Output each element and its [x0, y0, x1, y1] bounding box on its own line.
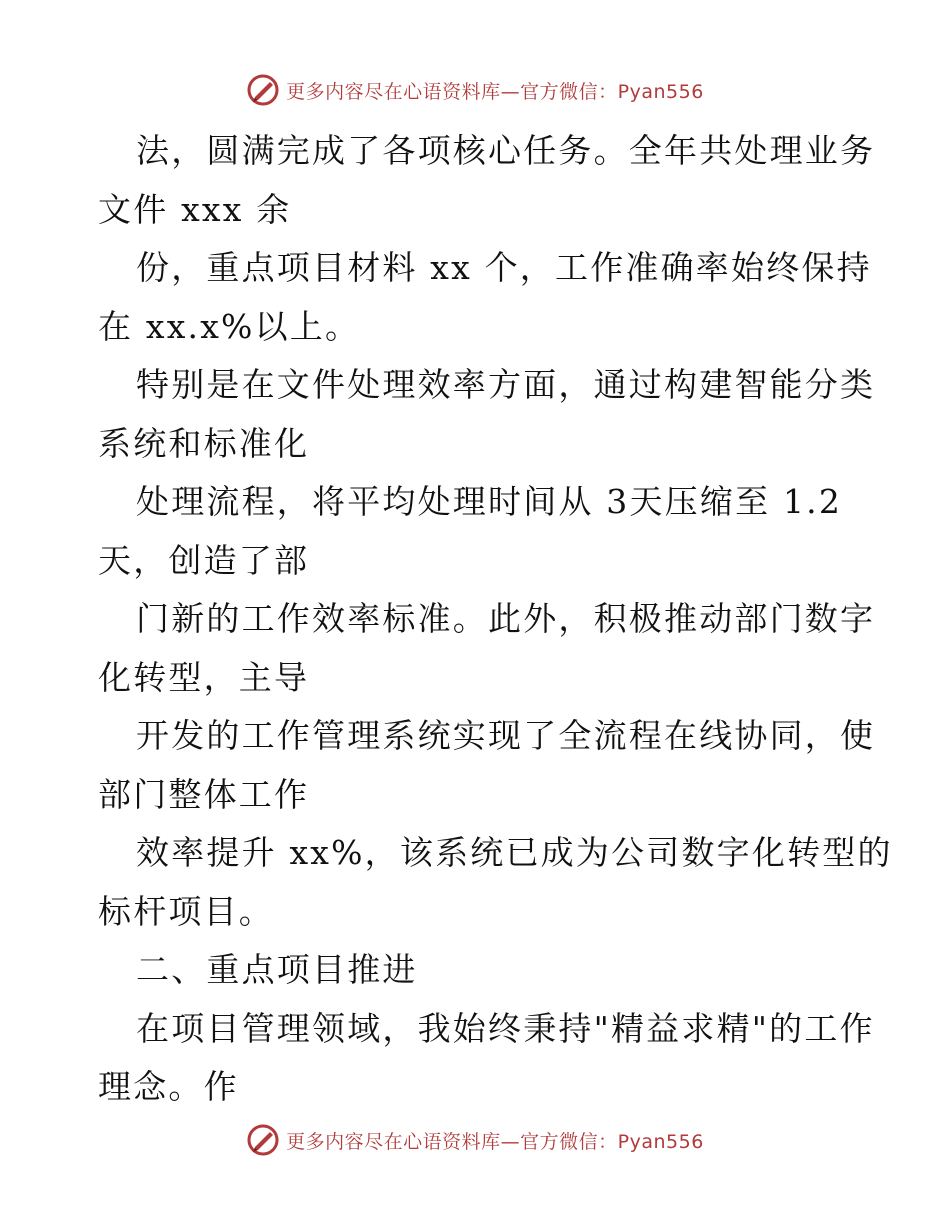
body-line: 特别是在文件处理效率方面，通过构建智能分类	[136, 365, 876, 404]
body-line: 部门整体工作	[98, 774, 310, 814]
body-line: 份，重点项目材料 xx 个，工作准确率始终保持	[136, 248, 872, 287]
body-line: 法，圆满完成了各项核心任务。全年共处理业务	[136, 131, 876, 170]
body-text	[98, 122, 893, 1117]
body-line: 标杆项目。	[98, 891, 274, 931]
body-line: 在项目管理领域，我始终秉持"精益求精"的工作	[136, 1008, 875, 1048]
footer-banner-text: 更多内容尽在心语资料库—官方微信：Pyan556	[286, 1130, 704, 1153]
body-line: 化转型，主导	[98, 657, 310, 697]
body-line: 理念。作	[98, 1067, 239, 1106]
body-line: 处理流程，将平均处理时间从 3天压缩至 1.2	[136, 482, 843, 521]
body-line: 文件 xxx 余	[98, 189, 292, 229]
body-line: 天，创造了部	[98, 540, 310, 580]
body-line: 系统和标准化	[98, 423, 310, 463]
section-heading: 二、重点项目推进	[136, 950, 418, 989]
header-banner	[0, 70, 950, 110]
body-line: 门新的工作效率标准。此外，积极推动部门数字	[136, 599, 876, 638]
header-banner-text: 更多内容尽在心语资料库—官方微信：Pyan556	[286, 80, 704, 103]
body-line: 开发的工作管理系统实现了全流程在线协同，使	[136, 716, 876, 755]
pen-logo-icon	[246, 1123, 280, 1157]
pen-logo-icon	[246, 73, 280, 107]
body-line: 效率提升 xx%，该系统已成为公司数字化转型的	[136, 833, 893, 872]
body-line: 在 xx.x%以上。	[98, 306, 361, 346]
footer-banner	[0, 1120, 950, 1160]
